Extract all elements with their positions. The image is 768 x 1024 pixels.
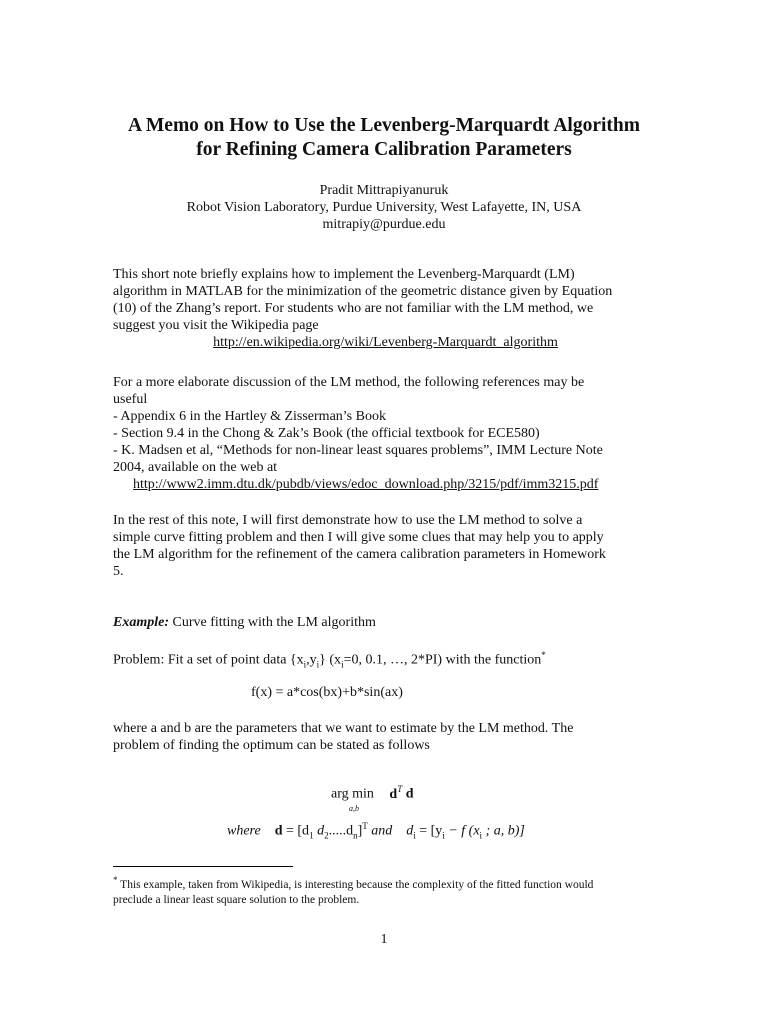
function-formula: f(x) = a*cos(bx)+b*sin(ax) — [251, 685, 403, 700]
footnote-line — [113, 873, 658, 893]
footnote-mark: * — [113, 875, 118, 885]
title-line-2: for Refining Camera Calibration Parameters — [196, 139, 572, 160]
paper-title — [0, 114, 768, 162]
references-paragraph — [113, 374, 658, 493]
references-line: For a more elaborate discussion of the LM method, the following references may be — [113, 375, 585, 390]
problem-statement — [113, 650, 546, 669]
references-line: useful — [113, 392, 148, 407]
references-line: - K. Madsen et al, “Methods for non-linear least squares problems”, IMM Lecture Note — [113, 443, 603, 458]
intro-paragraph — [113, 266, 658, 351]
author-name: Pradit Mittrapiyanuruk — [319, 183, 449, 198]
author-email: mitrapiy@purdue.edu — [322, 217, 446, 232]
math-text: = [y — [415, 823, 443, 839]
example-text: Curve fitting with the LM algorithm — [169, 615, 376, 630]
intro-line: suggest you visit the Wikipedia page — [113, 318, 319, 333]
footnote-divider — [113, 866, 293, 867]
objective-d: d — [402, 786, 414, 802]
footnote-mark: * — [541, 650, 546, 660]
subscript: 1 — [309, 830, 314, 841]
intro-line: (10) of the Zhang’s report. For students who are not familiar with the LM method, we — [113, 301, 594, 316]
author-affiliation: Robot Vision Laboratory, Purdue University, West Lafayette, IN, USA — [186, 200, 582, 215]
explain-line: where a and b are the parameters that we want to estimate by the LM method. The — [113, 721, 574, 736]
imm-lecture-link[interactable]: http://www2.imm.dtu.dk/pubdb/views/edoc_download.php/3215/pdf/imm3215.pdf — [133, 477, 599, 492]
subscript: i — [413, 830, 416, 841]
math-text: d — [313, 823, 325, 839]
subscript: i — [442, 830, 445, 841]
problem-text: Problem: Fit a set of point data {x — [113, 652, 304, 668]
problem-text: ,y — [306, 652, 317, 668]
plan-line: 5. — [113, 564, 124, 579]
subscript: n — [353, 830, 358, 841]
explain-paragraph — [113, 720, 658, 754]
math-text: ; a, b)] — [482, 823, 525, 839]
math-text: − f (x — [444, 823, 480, 839]
references-line: - Section 9.4 in the Chong & Zak’s Book (the official textbook for ECE580) — [113, 426, 540, 441]
page-number: 1 — [380, 932, 388, 947]
problem-text: } (x — [319, 652, 342, 668]
subscript: 2 — [324, 830, 329, 841]
footnote — [113, 873, 658, 908]
references-line: 2004, available on the web at — [113, 460, 278, 475]
title-line-1: A Memo on How to Use the Levenberg-Marquardt Algorithm — [128, 115, 640, 136]
intro-line: This short note briefly explains how to implement the Levenberg-Marquardt (LM) — [113, 267, 575, 282]
transpose-mark: T — [397, 784, 403, 794]
objective-d: d — [389, 786, 398, 802]
footnote-text: This example, taken from Wikipedia, is interesting because the complexity of the fitted function would — [117, 878, 594, 891]
argmin-text: arg min — [331, 786, 374, 802]
example-heading — [113, 615, 376, 631]
subscript: i — [303, 659, 307, 670]
transpose-mark: T — [362, 821, 368, 831]
subscript: i — [316, 659, 320, 670]
math-text: d — [406, 823, 414, 839]
definition-equation — [227, 821, 525, 840]
math-text: ] — [357, 823, 363, 839]
wikipedia-link[interactable]: http://en.wikipedia.org/wiki/Levenberg-Marquardt_algorithm — [213, 335, 558, 350]
example-label: Example: — [113, 615, 169, 630]
where-text: where — [227, 823, 261, 839]
plan-line: simple curve fitting problem and then I will give some clues that may help you to apply — [113, 530, 604, 545]
plan-line: the LM algorithm for the refinement of the camera calibration parameters in Homework — [113, 547, 606, 562]
plan-line: In the rest of this note, I will first demonstrate how to use the LM method to solve a — [113, 513, 583, 528]
math-text: = [d — [282, 823, 310, 839]
argmin-subscript: a,b — [349, 804, 359, 813]
footnote-line: preclude a linear least square solution to the problem. — [113, 893, 360, 906]
vector-d: d — [274, 823, 283, 839]
and-text: and — [367, 823, 396, 839]
problem-text: =0, 0.1, …, 2*PI) with the function — [343, 652, 542, 668]
math-text: .....d — [328, 823, 354, 839]
subscript: i — [341, 659, 344, 670]
author-block — [0, 182, 768, 233]
plan-paragraph — [113, 512, 658, 580]
subscript: i — [479, 830, 483, 841]
references-line: - Appendix 6 in the Hartley & Zisserman’s Book — [113, 409, 386, 424]
objective-equation — [331, 784, 414, 813]
explain-line: problem of finding the optimum can be stated as follows — [113, 738, 430, 753]
intro-line: algorithm in MATLAB for the minimization of the geometric distance given by Equation — [113, 284, 613, 299]
